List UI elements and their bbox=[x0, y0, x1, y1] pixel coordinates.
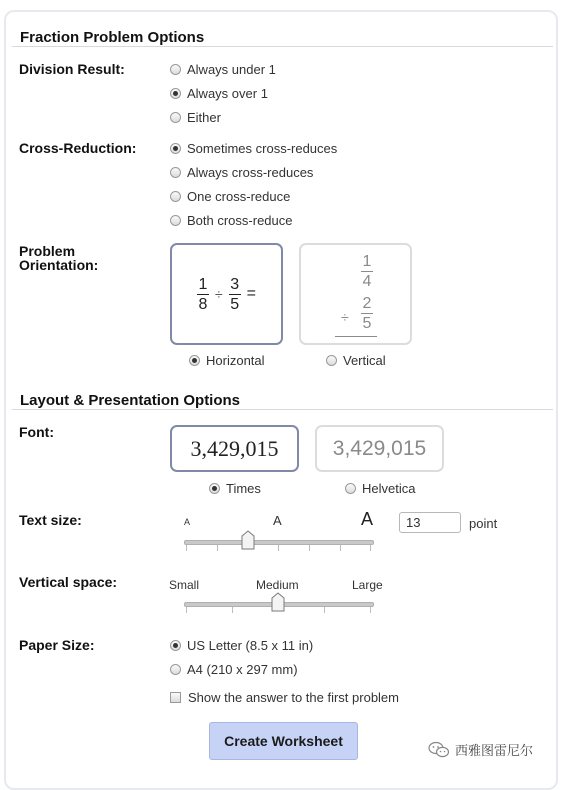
text-size-unit: point bbox=[469, 516, 498, 531]
fraction-one: $\frac{1}{8}$ bbox=[198, 275, 208, 313]
text-size-small-glyph: A bbox=[184, 517, 191, 527]
option-label: US Letter (8.5 x 11 in) bbox=[187, 638, 314, 653]
slider-tick bbox=[232, 607, 233, 613]
orientation-label-line1: Problem bbox=[19, 243, 76, 259]
division-option-either[interactable] bbox=[170, 110, 221, 125]
vertical-space-large: Large bbox=[352, 578, 383, 592]
radio-button[interactable] bbox=[170, 191, 181, 202]
vertical-space-small: Small bbox=[169, 578, 200, 592]
option-label: Either bbox=[187, 110, 221, 125]
section-divider bbox=[12, 46, 553, 47]
text-size-input[interactable]: 13 bbox=[399, 512, 461, 533]
slider-tick bbox=[340, 545, 341, 551]
slider-tick bbox=[186, 545, 187, 551]
fraction-two: $\frac{3}{5}$ bbox=[230, 275, 240, 313]
option-label: Helvetica bbox=[362, 481, 416, 496]
option-label: Show the answer to the first problem bbox=[188, 690, 399, 705]
paper-size-label: Paper Size: bbox=[19, 637, 95, 653]
radio-button[interactable] bbox=[170, 167, 181, 178]
division-option-over[interactable] bbox=[170, 86, 268, 101]
vertical-orientation-card[interactable] bbox=[299, 243, 412, 345]
text-size-medium-glyph: A bbox=[273, 513, 282, 528]
font-helvetica-option[interactable] bbox=[345, 481, 415, 496]
font-times-option[interactable] bbox=[209, 481, 261, 496]
option-label: One cross-reduce bbox=[187, 189, 291, 204]
show-answer-checkbox[interactable] bbox=[170, 692, 181, 703]
option-label: Sometimes cross-reduces bbox=[187, 141, 338, 156]
cross-option-both[interactable] bbox=[170, 213, 293, 228]
slider-tick bbox=[324, 607, 325, 613]
horizontal-orientation-card[interactable] bbox=[170, 243, 283, 345]
orientation-vertical-option[interactable] bbox=[326, 353, 386, 368]
radio-button[interactable] bbox=[170, 64, 181, 75]
radio-button[interactable] bbox=[170, 215, 181, 226]
option-label: A4 (210 x 297 mm) bbox=[187, 662, 298, 677]
division-result-label: Division Result: bbox=[19, 61, 125, 77]
radio-button-checked[interactable] bbox=[170, 88, 181, 99]
text-size-large-glyph: A bbox=[361, 509, 374, 529]
show-answer-option[interactable] bbox=[170, 690, 399, 705]
divide-sign: ÷ bbox=[341, 309, 349, 325]
orientation-label-line2: Orientation: bbox=[19, 257, 99, 273]
division-option-under[interactable] bbox=[170, 62, 276, 77]
option-label: Always under 1 bbox=[187, 62, 276, 77]
equals-sign: = bbox=[246, 285, 257, 302]
slider-tick bbox=[217, 545, 218, 551]
orientation-horizontal-option[interactable] bbox=[189, 353, 265, 368]
radio-button[interactable] bbox=[326, 355, 337, 366]
slider-tick bbox=[370, 607, 371, 613]
cross-option-always[interactable] bbox=[170, 165, 313, 180]
cross-option-sometimes[interactable] bbox=[170, 141, 337, 156]
vertical-space-label: Vertical space: bbox=[19, 574, 118, 590]
divide-sign: ÷ bbox=[214, 286, 223, 302]
radio-button[interactable] bbox=[345, 483, 356, 494]
slider-tick bbox=[309, 545, 310, 551]
cross-reduction-label: Cross-Reduction: bbox=[19, 140, 137, 156]
create-worksheet-button[interactable]: Create Worksheet bbox=[209, 722, 358, 760]
font-label: Font: bbox=[19, 424, 54, 440]
watermark-text: 西雅图雷尼尔 bbox=[455, 743, 534, 758]
wechat-icon bbox=[428, 741, 450, 759]
section-divider bbox=[12, 409, 553, 410]
vertical-space-medium: Medium bbox=[256, 578, 299, 592]
radio-button-checked[interactable] bbox=[189, 355, 200, 366]
vertical-space-slider-thumb[interactable] bbox=[271, 592, 285, 612]
paper-option-letter[interactable] bbox=[170, 638, 313, 653]
radio-button-checked[interactable] bbox=[209, 483, 220, 494]
option-label: Always over 1 bbox=[187, 86, 268, 101]
option-label: Vertical bbox=[343, 353, 386, 368]
text-size-slider-track[interactable] bbox=[184, 540, 374, 545]
option-label: Always cross-reduces bbox=[187, 165, 314, 180]
paper-option-a4[interactable] bbox=[170, 662, 298, 677]
fraction-two: 2 5 bbox=[362, 295, 372, 332]
radio-button-checked[interactable] bbox=[170, 640, 181, 651]
slider-tick bbox=[370, 545, 371, 551]
fraction-one: 1 4 bbox=[362, 253, 372, 290]
watermark bbox=[428, 740, 533, 759]
font-helvetica-card[interactable]: 3,429,015 bbox=[315, 425, 444, 472]
radio-button[interactable] bbox=[170, 664, 181, 675]
option-label: Both cross-reduce bbox=[187, 213, 293, 228]
font-times-card[interactable]: 3,429,015 bbox=[170, 425, 299, 472]
option-label: Horizontal bbox=[206, 353, 265, 368]
radio-button-checked[interactable] bbox=[170, 143, 181, 154]
layout-section-title: Layout & Presentation Options bbox=[20, 392, 241, 409]
radio-button[interactable] bbox=[170, 112, 181, 123]
answer-line bbox=[335, 336, 377, 337]
text-size-slider-thumb[interactable] bbox=[241, 530, 255, 550]
text-size-label: Text size: bbox=[19, 512, 82, 528]
cross-option-one[interactable] bbox=[170, 189, 290, 204]
option-label: Times bbox=[226, 481, 261, 496]
slider-tick bbox=[186, 607, 187, 613]
fraction-section-title: Fraction Problem Options bbox=[20, 29, 205, 46]
slider-tick bbox=[278, 545, 279, 551]
